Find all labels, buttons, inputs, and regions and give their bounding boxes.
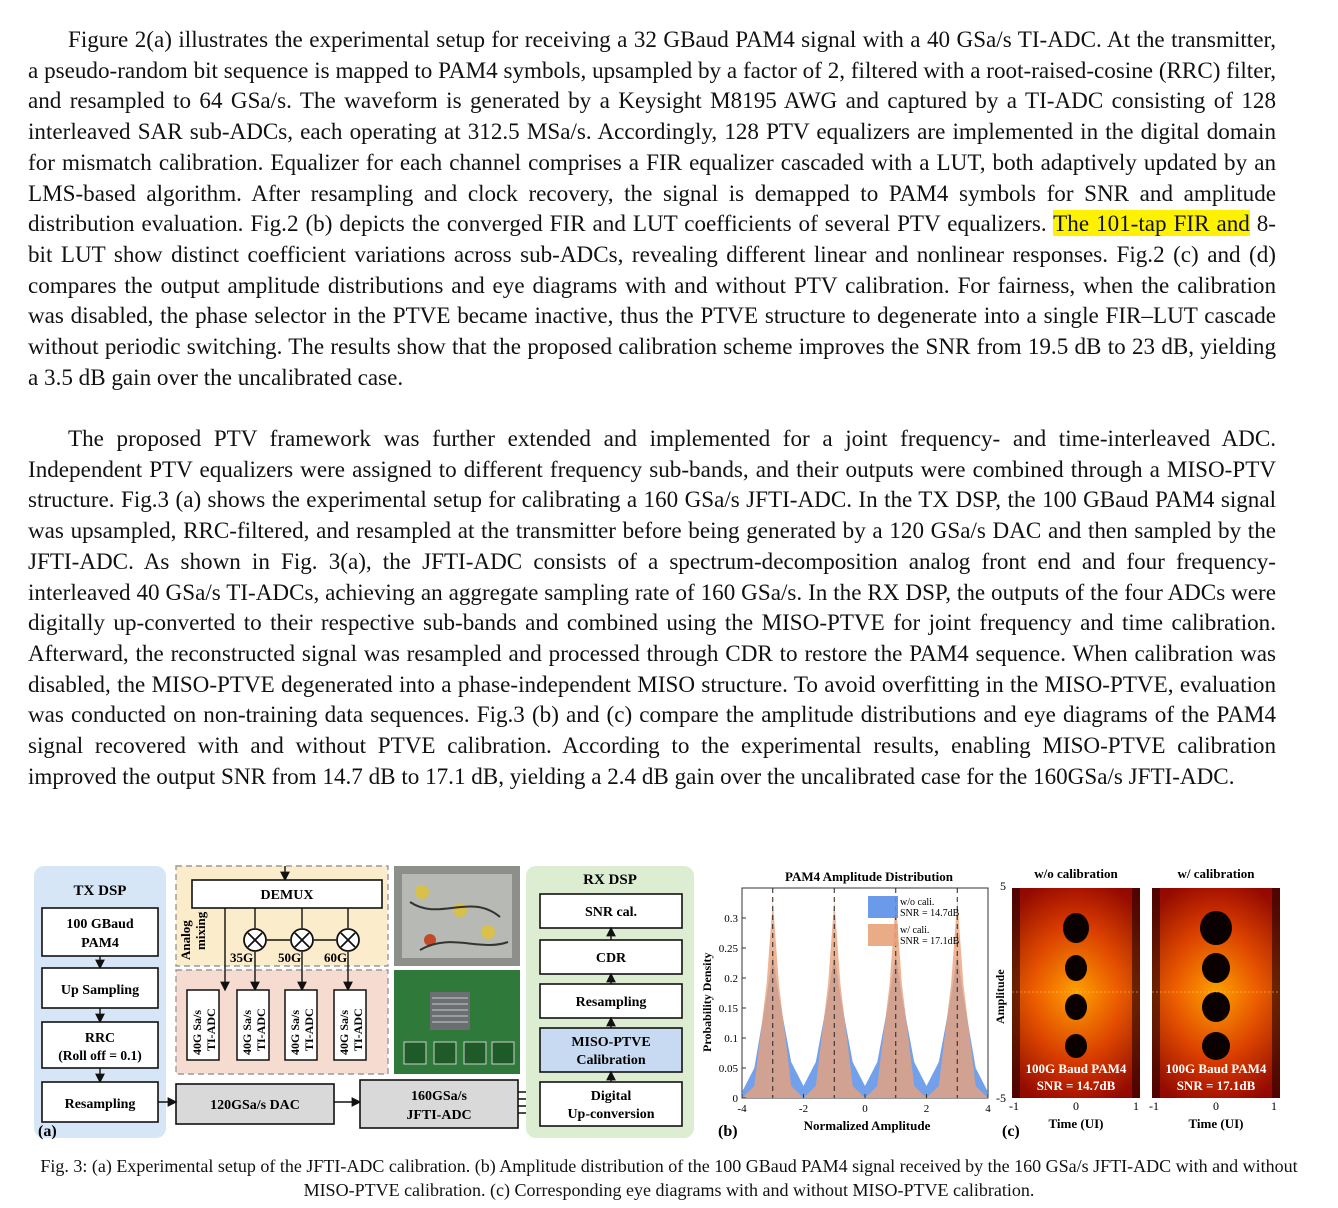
x-tick-label: 0 xyxy=(862,1103,868,1115)
figure-3 xyxy=(30,862,1277,1144)
legend-label: w/ cali. xyxy=(900,925,930,936)
hardware-photo-top xyxy=(394,866,520,966)
tx-block-rrc-line2: (Roll off = 0.1) xyxy=(58,1048,142,1063)
eye2-xlabel: Time (UI) xyxy=(1188,1116,1244,1131)
legend-swatch xyxy=(868,896,898,918)
legend-snr: SNR = 17.1dB xyxy=(900,936,960,947)
paragraph-1-text: Figure 2(a) illustrates the experimental setup for receiving a 32 GBaud PAM4 signal with a 40 GSa/s TI-ADC. At the transmitter, a pseudo-random bit sequence is mapped to PAM4 symbols, upsampled by a factor of 2, filtered with a root-raised-cosine (RRC) filter, and resampled to 64 GSa/s. The waveform is generated by a Keysight M8195 AWG and captured by a TI-ADC consisting of 128 interleaved SAR sub-ADCs, each operating at 312.5 MSa/s. Accordingly, 128 PTV equalizers are implemented in the digital domain for mismatch calibration. Equalizer for each channel comprises a FIR equalizer cascaded with a LUT, both adaptively updated by an LMS-based algorithm. After resampling and clock recovery, the signal is demapped to PAM4 symbols for SNR and amplitude distribution evaluation. Fig.2 (b) depicts the converged FIR and LUT coefficients of several PTV equalizers. xyxy=(28,26,1276,237)
tx-block-resampling-label: Resampling xyxy=(64,1097,136,1112)
adc-3-line1: 40G Sa/s xyxy=(288,1009,302,1055)
panel-c xyxy=(993,866,1280,1140)
tx-block-pam4-line1: 100 GBaud xyxy=(66,917,134,932)
eye2-text-line1: 100G Baud PAM4 xyxy=(1165,1061,1267,1076)
eye2-xtick-left: -1 xyxy=(1149,1099,1159,1113)
eye-ylabel: Amplitude xyxy=(993,969,1007,1024)
rx-block-miso-line2: Calibration xyxy=(576,1053,646,1068)
eye2-xtick-right: 1 xyxy=(1271,1099,1277,1113)
adc-2-line2: TI-ADC xyxy=(254,1008,268,1051)
y-tick-label: 0.25 xyxy=(718,943,738,955)
freq-label-35g: 35G xyxy=(230,950,254,965)
jfti-adc-line2: JFTI-ADC xyxy=(406,1108,472,1123)
hardware-photo-board xyxy=(394,970,520,1074)
tx-dsp-title: TX DSP xyxy=(73,883,127,899)
rx-block-cdr-label: CDR xyxy=(595,951,627,966)
eye1-title: w/o calibration xyxy=(1034,866,1118,881)
eye1-xtick-left: -1 xyxy=(1009,1099,1019,1113)
dac-label: 120GSa/s DAC xyxy=(210,1098,300,1113)
y-tick-label: 0.2 xyxy=(724,973,738,985)
analog-mixing-label-2: mixing xyxy=(193,911,208,950)
mixer-icons xyxy=(244,929,359,951)
rx-dsp-title: RX DSP xyxy=(583,872,637,888)
legend-label: w/o cali. xyxy=(900,897,935,908)
jfti-adc-line1: 160GSa/s xyxy=(410,1089,468,1104)
x-tick-label: 4 xyxy=(985,1103,991,1115)
figure-caption: Fig. 3: (a) Experimental setup of the JFTI-ADC calibration. (b) Amplitude distribution of the 100 GBaud PAM4 signal received by the 160 GSa/s JFTI-ADC with and without MISO-PTVE calibration. (c) Corresponding eye diagrams with and without MISO-PTVE calibration. xyxy=(40,1156,1298,1200)
tx-block-pam4-line2: PAM4 xyxy=(81,936,119,951)
adc-2-line1: 40G Sa/s xyxy=(240,1009,254,1055)
eye1-text-line2: SNR = 14.7dB xyxy=(1036,1078,1116,1093)
amplitude-distribution-chart xyxy=(719,888,992,1115)
eye-ytick-bottom: -5 xyxy=(996,1091,1006,1105)
adc-4-line1: 40G Sa/s xyxy=(337,1009,351,1055)
legend-swatch xyxy=(868,924,898,946)
freq-label-50g: 50G xyxy=(278,950,302,965)
x-tick-label: 2 xyxy=(923,1103,930,1115)
analog-mixing-label-1: Analog xyxy=(178,920,193,960)
demux-label: DEMUX xyxy=(260,888,314,903)
adc-1-line1: 40G Sa/s xyxy=(190,1009,204,1055)
paragraph-1-text-cont: 8-bit LUT show distinct coefficient variations across sub-ADCs, revealing different linear and nonlinear responses. Fig.2 (c) and (d) compares the output amplitude distributions and eye diagrams with and without PTV calibration. For fairness, when the calibration was disabled, the phase selector in the PTVE became inactive, thus the PTVE structure to degenerate into a single FIR–LUT cascade without periodic switching. The results show that the proposed calibration scheme improves the SNR from 19.5 dB to 23 dB, yielding a 3.5 dB gain over the uncalibrated case. xyxy=(28,210,1276,390)
rx-block-miso-line1: MISO-PTVE xyxy=(571,1035,651,1050)
eye1-xtick-mid: 0 xyxy=(1073,1099,1079,1113)
paragraph-2: The proposed PTV framework was further extended and implemented for a joint frequency- and time-interleaved ADC. Independent PTV equalizers were assigned to different frequency sub-bands, and their outputs were combined through a MISO-PTV structure. Fig.3 (a) shows the experimental setup for calibrating a 160 GSa/s JFTI-ADC. In the TX DSP, the 100 GBaud PAM4 signal was upsampled, RRC-filtered, and resampled at the transmitter before being generated by a 120 GSa/s DAC and then sampled by the JFTI-ADC. As shown in Fig. 3(a), the JFTI-ADC consists of a spectrum-decomposition analog front end and four frequency-interleaved 40 GSa/s TI-ADCs, achieving an aggregate sampling rate of 160 GSa/s. In the RX DSP, the outputs of the four ADCs were digitally up-converted to their respective sub-bands and combined using the MISO-PTVE for joint frequency and time calibration. Afterward, the reconstructed signal was resampled and processed through CDR to restore the PAM4 sequence. When calibration was disabled, the MISO-PTVE degenerated into a phase-independent MISO structure. To avoid overfitting in the MISO-PTVE, evaluation was conducted on non-training data sequences. Fig.3 (b) and (c) compare the amplitude distributions and eye diagrams of the PAM4 signal recovered with and without PTVE calibration. According to the experimental results, enabling MISO-PTVE calibration improved the output SNR from 14.7 dB to 17.1 dB, yielding a 2.4 dB gain over the uncalibrated case for the 160GSa/s JFTI-ADC. xyxy=(28,425,1276,789)
eye2-title: w/ calibration xyxy=(1177,866,1255,881)
x-tick-label: -4 xyxy=(737,1103,747,1115)
freq-label-60g: 60G xyxy=(324,950,348,965)
paragraph-1 xyxy=(28,24,1276,392)
panel-a-label: (a) xyxy=(38,1123,57,1140)
panel-c-label: (c) xyxy=(1002,1123,1020,1140)
adc-1-line2: TI-ADC xyxy=(204,1008,218,1051)
rx-block-upconv-line2: Up-conversion xyxy=(567,1107,655,1122)
tx-block-upsampling-label: Up Sampling xyxy=(60,983,140,998)
eye-ytick-top: 5 xyxy=(1000,879,1006,893)
y-tick-label: 0.3 xyxy=(724,913,738,925)
rx-block-resampling-label: Resampling xyxy=(575,995,647,1010)
y-tick-label: 0.1 xyxy=(724,1033,738,1045)
eye2-text-line2: SNR = 17.1dB xyxy=(1176,1078,1256,1093)
highlighted-text: The 101-tap FIR and xyxy=(1053,210,1250,237)
eye2-xtick-mid: 0 xyxy=(1213,1099,1219,1113)
adc-3-line2: TI-ADC xyxy=(302,1008,316,1051)
y-tick-label: 0.05 xyxy=(718,1063,738,1075)
eye1-xtick-right: 1 xyxy=(1133,1099,1139,1113)
legend-snr: SNR = 14.7dB xyxy=(900,908,960,919)
eye1-text-line1: 100G Baud PAM4 xyxy=(1025,1061,1127,1076)
panel-a xyxy=(34,866,694,1140)
y-tick-label: 0 xyxy=(732,1093,738,1105)
eye1-xlabel: Time (UI) xyxy=(1048,1116,1104,1131)
adc-4-line2: TI-ADC xyxy=(351,1008,365,1051)
tx-block-rrc-line1: RRC xyxy=(84,1031,116,1046)
panel-b xyxy=(700,869,991,1140)
rx-block-snr-label: SNR cal. xyxy=(584,905,638,920)
panel-b-label: (b) xyxy=(718,1123,738,1140)
chart-xlabel: Normalized Amplitude xyxy=(803,1118,931,1133)
eye-diagram-with-calibration xyxy=(1152,888,1280,1098)
x-tick-label: -2 xyxy=(798,1103,809,1115)
y-tick-label: 0.15 xyxy=(718,1003,738,1015)
rx-block-upconv-line1: Digital xyxy=(590,1089,632,1104)
chart-ylabel: Probability Density xyxy=(700,952,714,1052)
eye-diagram-without-calibration xyxy=(1012,888,1140,1098)
chart-title: PAM4 Amplitude Distribution xyxy=(784,869,954,884)
